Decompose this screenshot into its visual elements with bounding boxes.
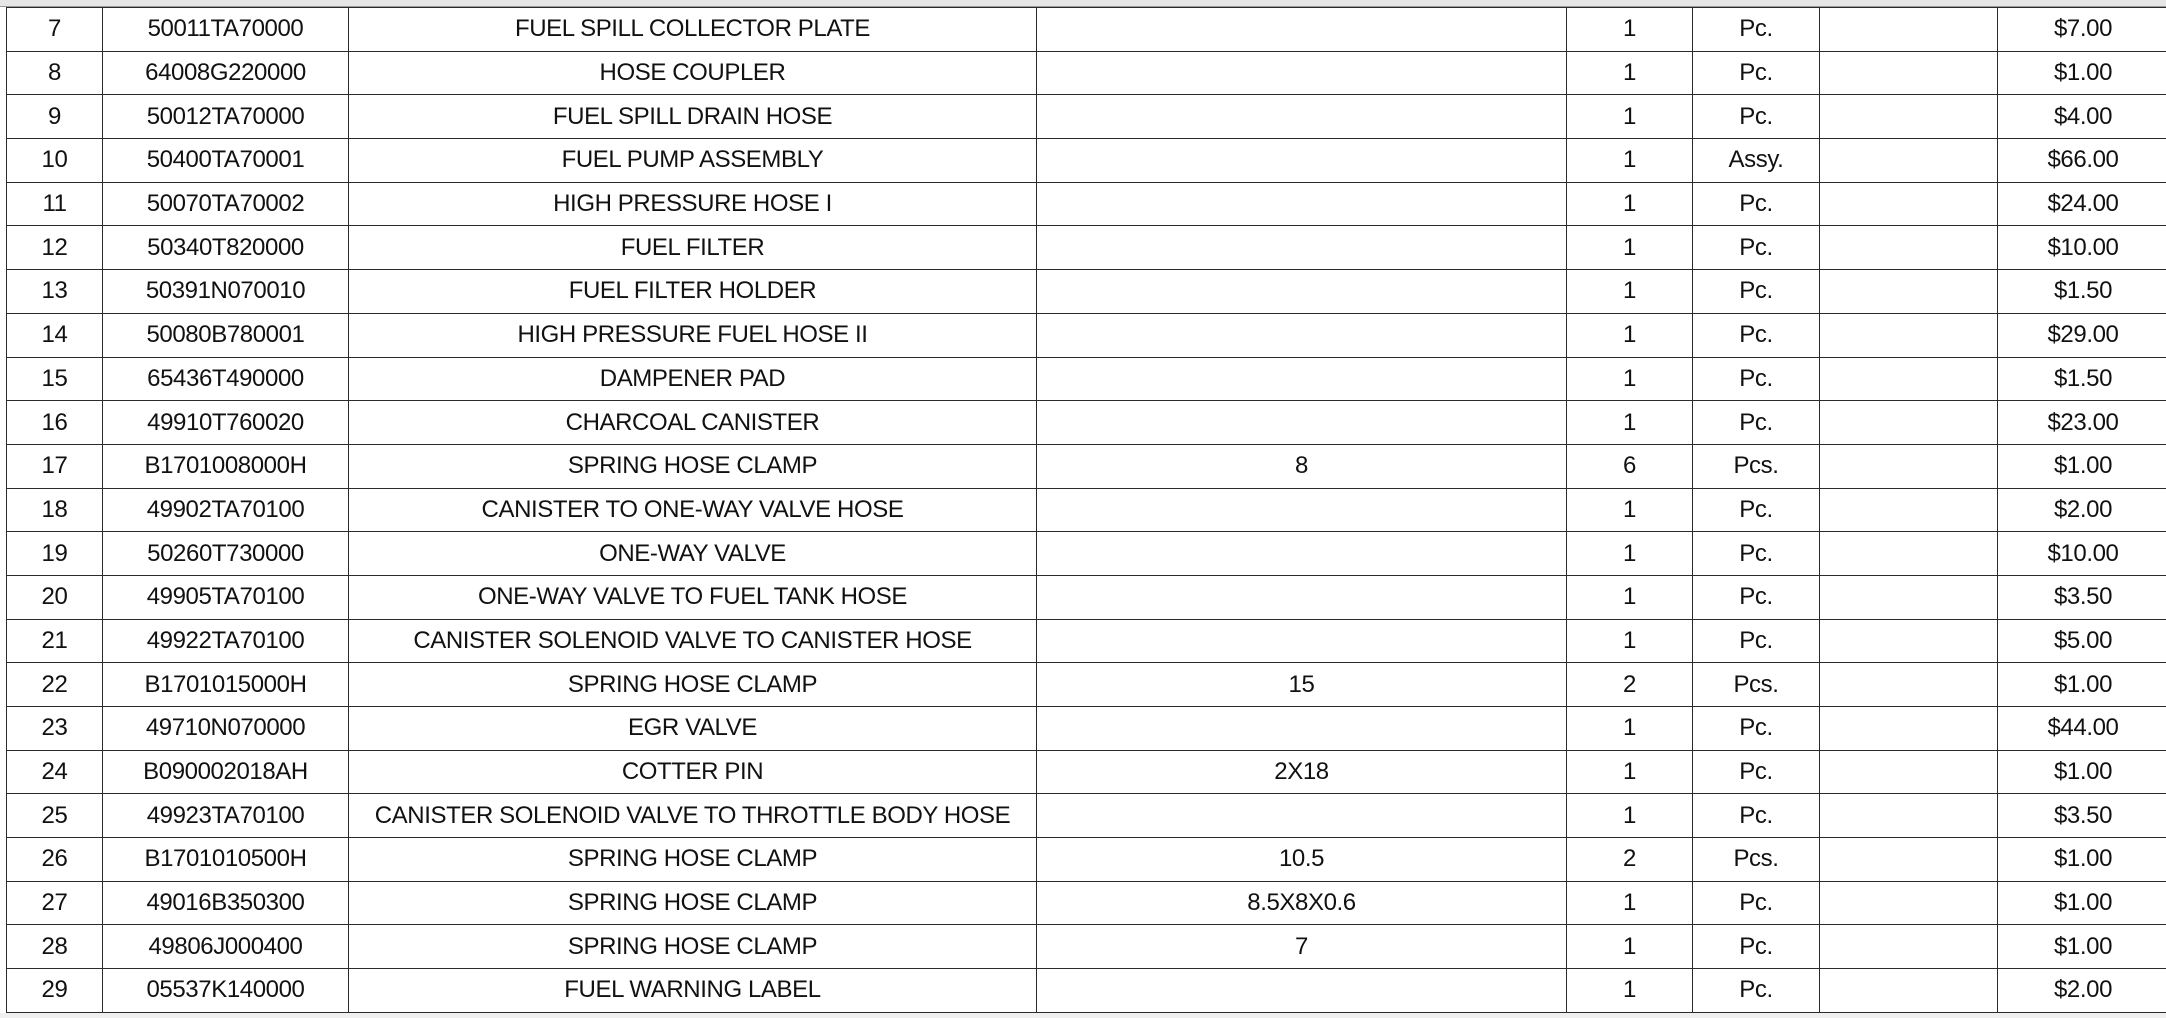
price-cell: $10.00 — [1998, 532, 2166, 576]
blank-cell — [1820, 881, 1998, 925]
spec-cell: 7 — [1037, 925, 1567, 969]
table-row — [7, 139, 2166, 183]
description-cell: CANISTER SOLENOID VALVE TO CANISTER HOSE — [349, 619, 1037, 663]
row-number-cell: 14 — [7, 313, 103, 357]
part-number-cell: 50340T820000 — [103, 226, 349, 270]
blank-cell — [1820, 619, 1998, 663]
spec-cell — [1037, 401, 1567, 445]
unit-cell: Pc. — [1693, 357, 1820, 401]
table-row — [7, 969, 2166, 1013]
spec-cell — [1037, 969, 1567, 1013]
description-cell: FUEL FILTER HOLDER — [349, 270, 1037, 314]
price-cell: $1.50 — [1998, 270, 2166, 314]
table-row — [7, 794, 2166, 838]
blank-cell — [1820, 838, 1998, 882]
unit-cell: Pc. — [1693, 95, 1820, 139]
spec-cell — [1037, 8, 1567, 52]
part-number-cell: 50260T730000 — [103, 532, 349, 576]
quantity-cell: 1 — [1567, 707, 1693, 751]
blank-cell — [1820, 401, 1998, 445]
table-row — [7, 925, 2166, 969]
price-cell: $44.00 — [1998, 707, 2166, 751]
unit-cell: Pc. — [1693, 313, 1820, 357]
spec-cell — [1037, 532, 1567, 576]
table-row — [7, 575, 2166, 619]
quantity-cell: 1 — [1567, 313, 1693, 357]
row-number-cell: 9 — [7, 95, 103, 139]
part-number-cell: 50080B780001 — [103, 313, 349, 357]
description-cell: HIGH PRESSURE FUEL HOSE II — [349, 313, 1037, 357]
table-row — [7, 313, 2166, 357]
table-row — [7, 95, 2166, 139]
price-cell: $1.00 — [1998, 444, 2166, 488]
table-row — [7, 444, 2166, 488]
spec-cell: 10.5 — [1037, 838, 1567, 882]
quantity-cell: 1 — [1567, 8, 1693, 52]
description-cell: CHARCOAL CANISTER — [349, 401, 1037, 445]
quantity-cell: 1 — [1567, 270, 1693, 314]
description-cell: SPRING HOSE CLAMP — [349, 444, 1037, 488]
price-cell: $10.00 — [1998, 226, 2166, 270]
blank-cell — [1820, 575, 1998, 619]
blank-cell — [1820, 444, 1998, 488]
row-number-cell: 18 — [7, 488, 103, 532]
description-cell: HIGH PRESSURE HOSE I — [349, 182, 1037, 226]
unit-cell: Pc. — [1693, 750, 1820, 794]
unit-cell: Pcs. — [1693, 444, 1820, 488]
row-number-cell: 22 — [7, 663, 103, 707]
table-row — [7, 8, 2166, 52]
spec-cell — [1037, 182, 1567, 226]
spec-cell — [1037, 575, 1567, 619]
quantity-cell: 2 — [1567, 838, 1693, 882]
part-number-cell: 49806J000400 — [103, 925, 349, 969]
quantity-cell: 1 — [1567, 794, 1693, 838]
row-number-cell: 27 — [7, 881, 103, 925]
part-number-cell: B1701015000H — [103, 663, 349, 707]
description-cell: EGR VALVE — [349, 707, 1037, 751]
table-row — [7, 182, 2166, 226]
price-cell: $1.00 — [1998, 838, 2166, 882]
blank-cell — [1820, 182, 1998, 226]
blank-cell — [1820, 270, 1998, 314]
blank-cell — [1820, 794, 1998, 838]
quantity-cell: 1 — [1567, 881, 1693, 925]
blank-cell — [1820, 488, 1998, 532]
spec-cell — [1037, 226, 1567, 270]
unit-cell: Assy. — [1693, 139, 1820, 183]
part-number-cell: 49016B350300 — [103, 881, 349, 925]
price-cell: $66.00 — [1998, 139, 2166, 183]
price-cell: $7.00 — [1998, 8, 2166, 52]
blank-cell — [1820, 969, 1998, 1013]
description-cell: SPRING HOSE CLAMP — [349, 838, 1037, 882]
part-number-cell: 49710N070000 — [103, 707, 349, 751]
row-number-cell: 10 — [7, 139, 103, 183]
quantity-cell: 1 — [1567, 95, 1693, 139]
unit-cell: Pc. — [1693, 8, 1820, 52]
price-cell: $1.00 — [1998, 51, 2166, 95]
spec-cell — [1037, 51, 1567, 95]
row-number-cell: 21 — [7, 619, 103, 663]
top-border-strip — [0, 0, 2166, 7]
description-cell: COTTER PIN — [349, 750, 1037, 794]
part-number-cell: 50012TA70000 — [103, 95, 349, 139]
row-number-cell: 17 — [7, 444, 103, 488]
table-row — [7, 750, 2166, 794]
row-number-cell: 12 — [7, 226, 103, 270]
blank-cell — [1820, 925, 1998, 969]
row-number-cell: 7 — [7, 8, 103, 52]
price-cell: $24.00 — [1998, 182, 2166, 226]
unit-cell: Pc. — [1693, 969, 1820, 1013]
blank-cell — [1820, 707, 1998, 751]
table-row — [7, 532, 2166, 576]
price-cell: $29.00 — [1998, 313, 2166, 357]
blank-cell — [1820, 95, 1998, 139]
blank-cell — [1820, 226, 1998, 270]
bottom-border-strip — [0, 1013, 2166, 1018]
spec-cell — [1037, 139, 1567, 183]
unit-cell: Pc. — [1693, 51, 1820, 95]
part-number-cell: B1701008000H — [103, 444, 349, 488]
description-cell: FUEL FILTER — [349, 226, 1037, 270]
price-cell: $2.00 — [1998, 969, 2166, 1013]
blank-cell — [1820, 8, 1998, 52]
price-cell: $1.00 — [1998, 881, 2166, 925]
part-number-cell: 05537K140000 — [103, 969, 349, 1013]
quantity-cell: 1 — [1567, 357, 1693, 401]
description-cell: FUEL WARNING LABEL — [349, 969, 1037, 1013]
spec-cell — [1037, 619, 1567, 663]
parts-table-body — [7, 8, 2166, 1013]
row-number-cell: 13 — [7, 270, 103, 314]
part-number-cell: B1701010500H — [103, 838, 349, 882]
unit-cell: Pc. — [1693, 881, 1820, 925]
description-cell: CANISTER SOLENOID VALVE TO THROTTLE BODY HOSE — [349, 794, 1037, 838]
table-row — [7, 401, 2166, 445]
row-number-cell: 19 — [7, 532, 103, 576]
blank-cell — [1820, 532, 1998, 576]
spec-cell — [1037, 95, 1567, 139]
row-number-cell: 28 — [7, 925, 103, 969]
description-cell: ONE-WAY VALVE — [349, 532, 1037, 576]
price-cell: $1.00 — [1998, 925, 2166, 969]
part-number-cell: 49902TA70100 — [103, 488, 349, 532]
row-number-cell: 20 — [7, 575, 103, 619]
price-cell: $1.00 — [1998, 750, 2166, 794]
parts-table — [6, 7, 2166, 1013]
blank-cell — [1820, 313, 1998, 357]
part-number-cell: 50400TA70001 — [103, 139, 349, 183]
part-number-cell: 50011TA70000 — [103, 8, 349, 52]
blank-cell — [1820, 139, 1998, 183]
unit-cell: Pc. — [1693, 794, 1820, 838]
spec-cell — [1037, 357, 1567, 401]
table-row — [7, 838, 2166, 882]
unit-cell: Pc. — [1693, 707, 1820, 751]
quantity-cell: 1 — [1567, 51, 1693, 95]
quantity-cell: 1 — [1567, 532, 1693, 576]
row-number-cell: 29 — [7, 969, 103, 1013]
description-cell: FUEL PUMP ASSEMBLY — [349, 139, 1037, 183]
unit-cell: Pc. — [1693, 488, 1820, 532]
quantity-cell: 1 — [1567, 575, 1693, 619]
table-row — [7, 357, 2166, 401]
table-row — [7, 270, 2166, 314]
unit-cell: Pc. — [1693, 619, 1820, 663]
quantity-cell: 2 — [1567, 663, 1693, 707]
row-number-cell: 24 — [7, 750, 103, 794]
description-cell: FUEL SPILL DRAIN HOSE — [349, 95, 1037, 139]
part-number-cell: 64008G220000 — [103, 51, 349, 95]
spec-cell — [1037, 794, 1567, 838]
quantity-cell: 1 — [1567, 401, 1693, 445]
quantity-cell: 1 — [1567, 750, 1693, 794]
quantity-cell: 1 — [1567, 182, 1693, 226]
part-number-cell: 49923TA70100 — [103, 794, 349, 838]
table-row — [7, 663, 2166, 707]
price-cell: $5.00 — [1998, 619, 2166, 663]
description-cell: ONE-WAY VALVE TO FUEL TANK HOSE — [349, 575, 1037, 619]
description-cell: HOSE COUPLER — [349, 51, 1037, 95]
quantity-cell: 1 — [1567, 925, 1693, 969]
row-number-cell: 11 — [7, 182, 103, 226]
quantity-cell: 1 — [1567, 226, 1693, 270]
unit-cell: Pcs. — [1693, 663, 1820, 707]
price-cell: $3.50 — [1998, 794, 2166, 838]
price-cell: $1.50 — [1998, 357, 2166, 401]
table-row — [7, 881, 2166, 925]
table-row — [7, 226, 2166, 270]
description-cell: CANISTER TO ONE-WAY VALVE HOSE — [349, 488, 1037, 532]
description-cell: FUEL SPILL COLLECTOR PLATE — [349, 8, 1037, 52]
spec-cell — [1037, 270, 1567, 314]
row-number-cell: 8 — [7, 51, 103, 95]
unit-cell: Pc. — [1693, 401, 1820, 445]
spec-cell: 8 — [1037, 444, 1567, 488]
description-cell: SPRING HOSE CLAMP — [349, 925, 1037, 969]
table-row — [7, 51, 2166, 95]
quantity-cell: 6 — [1567, 444, 1693, 488]
row-number-cell: 15 — [7, 357, 103, 401]
unit-cell: Pcs. — [1693, 838, 1820, 882]
quantity-cell: 1 — [1567, 139, 1693, 183]
blank-cell — [1820, 51, 1998, 95]
blank-cell — [1820, 357, 1998, 401]
unit-cell: Pc. — [1693, 532, 1820, 576]
unit-cell: Pc. — [1693, 226, 1820, 270]
table-row — [7, 619, 2166, 663]
part-number-cell: B090002018AH — [103, 750, 349, 794]
spec-cell — [1037, 313, 1567, 357]
row-number-cell: 16 — [7, 401, 103, 445]
quantity-cell: 1 — [1567, 488, 1693, 532]
quantity-cell: 1 — [1567, 969, 1693, 1013]
spec-cell — [1037, 707, 1567, 751]
description-cell: SPRING HOSE CLAMP — [349, 881, 1037, 925]
price-cell: $4.00 — [1998, 95, 2166, 139]
spec-cell — [1037, 488, 1567, 532]
unit-cell: Pc. — [1693, 575, 1820, 619]
spec-cell: 2X18 — [1037, 750, 1567, 794]
table-row — [7, 707, 2166, 751]
row-number-cell: 25 — [7, 794, 103, 838]
table-row — [7, 488, 2166, 532]
description-cell: SPRING HOSE CLAMP — [349, 663, 1037, 707]
part-number-cell: 65436T490000 — [103, 357, 349, 401]
spec-cell: 8.5X8X0.6 — [1037, 881, 1567, 925]
row-number-cell: 26 — [7, 838, 103, 882]
price-cell: $2.00 — [1998, 488, 2166, 532]
price-cell: $23.00 — [1998, 401, 2166, 445]
part-number-cell: 49922TA70100 — [103, 619, 349, 663]
price-cell: $1.00 — [1998, 663, 2166, 707]
blank-cell — [1820, 750, 1998, 794]
description-cell: DAMPENER PAD — [349, 357, 1037, 401]
spec-cell: 15 — [1037, 663, 1567, 707]
unit-cell: Pc. — [1693, 270, 1820, 314]
price-cell: $3.50 — [1998, 575, 2166, 619]
quantity-cell: 1 — [1567, 619, 1693, 663]
part-number-cell: 50070TA70002 — [103, 182, 349, 226]
part-number-cell: 50391N070010 — [103, 270, 349, 314]
part-number-cell: 49905TA70100 — [103, 575, 349, 619]
part-number-cell: 49910T760020 — [103, 401, 349, 445]
row-number-cell: 23 — [7, 707, 103, 751]
unit-cell: Pc. — [1693, 182, 1820, 226]
unit-cell: Pc. — [1693, 925, 1820, 969]
blank-cell — [1820, 663, 1998, 707]
